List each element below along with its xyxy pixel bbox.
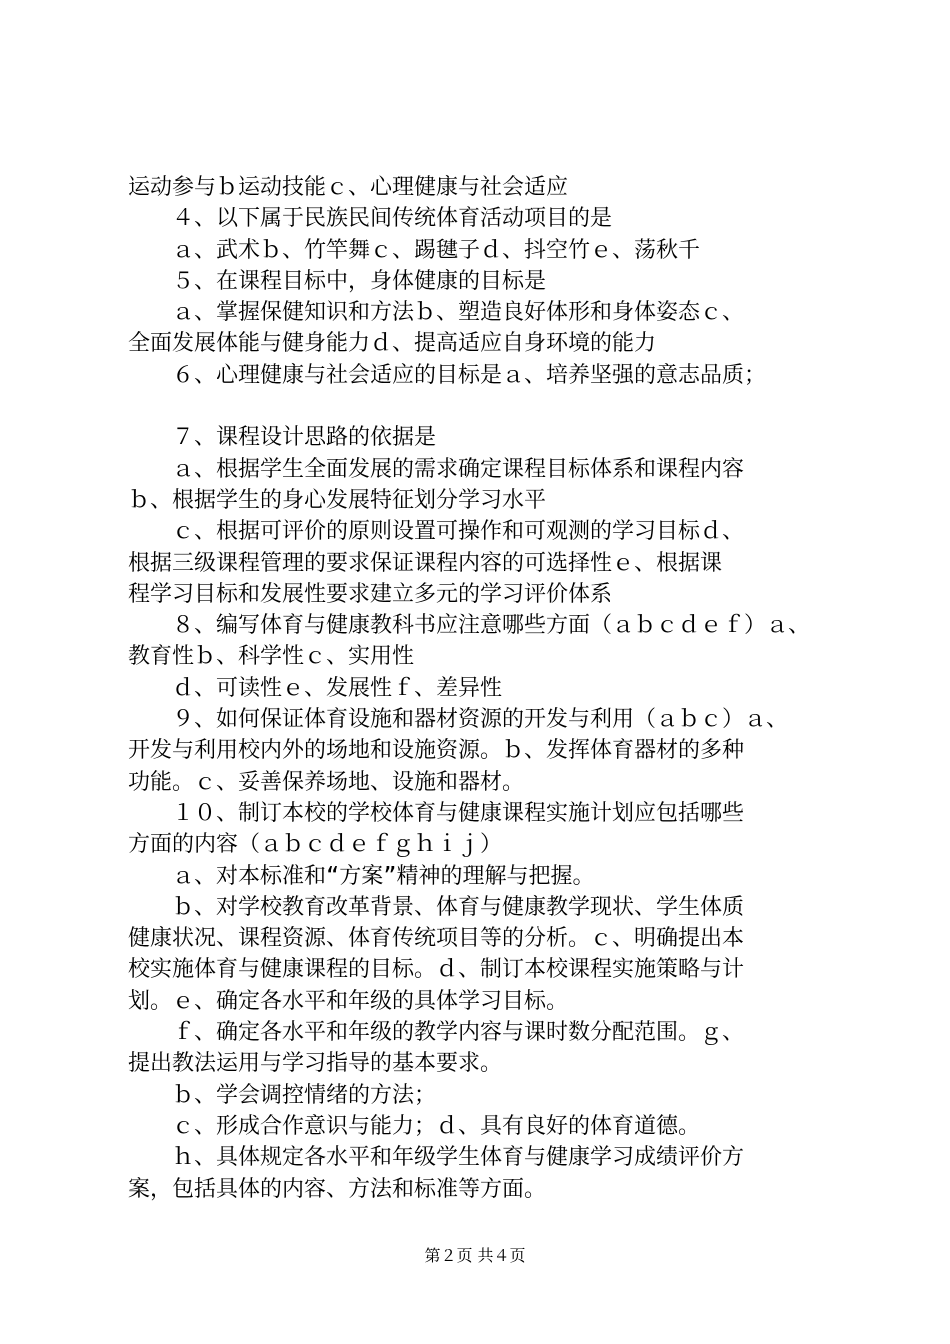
- text-line: ６、心理健康与社会适应的目标是ａ、培养坚强的意志品质；: [128, 362, 767, 388]
- text-line: ｈ、具体规定各水平和年级学生体育与健康学习成绩评价方: [128, 1145, 745, 1171]
- text-line: 校实施体育与健康课程的目标。ｄ、制订本校课程实施策略与计: [128, 957, 745, 983]
- text-line: 划。ｅ、确定各水平和年级的具体学习目标。: [128, 988, 569, 1014]
- text-line: ４、以下属于民族民间传统体育活动项目的是: [128, 206, 613, 232]
- text-line: ９、如何保证体育设施和器材资源的开发与利用（ａｂｃ）ａ、: [128, 707, 789, 733]
- document-body: [128, 172, 828, 1205]
- text-line: 功能。ｃ、妥善保养场地、设施和器材。: [128, 769, 525, 795]
- text-line: 案，包括具体的内容、方法和标准等方面。: [128, 1176, 547, 1202]
- text-line: ｂ、根据学生的身心发展特征划分学习水平: [128, 487, 547, 513]
- page-number-footer: 第２页 共４页: [424, 1246, 526, 1265]
- text-line: ｆ、确定各水平和年级的教学内容与课时数分配范围。ｇ、: [128, 1020, 745, 1046]
- text-line: 程学习目标和发展性要求建立多元的学习评价体系: [128, 581, 613, 607]
- text-line: ｂ、学会调控情绪的方法；: [128, 1082, 437, 1108]
- text-line: 开发与利用校内外的场地和设施资源。ｂ、发挥体育器材的多种: [128, 738, 745, 764]
- text-line: 方面的内容（ａｂｃｄｅｆｇｈｉｊ）: [128, 832, 503, 858]
- text-line: ａ、武术ｂ、竹竿舞ｃ、踢毽子ｄ、抖空竹ｅ、荡秋千: [128, 237, 701, 263]
- text-line: ５、在课程目标中，身体健康的目标是: [128, 268, 547, 294]
- text-line: ｂ、对学校教育改革背景、体育与健康教学现状、学生体质: [128, 894, 745, 920]
- text-line: 健康状况、课程资源、体育传统项目等的分析。ｃ、明确提出本: [128, 926, 745, 952]
- text-line: 运动参与ｂ运动技能ｃ、心理健康与社会适应: [128, 175, 569, 200]
- text-line: ａ、掌握保健知识和方法ｂ、塑造良好体形和身体姿态ｃ、: [128, 300, 745, 326]
- text-line: 教育性ｂ、科学性ｃ、实用性: [128, 644, 415, 670]
- text-line: ａ、根据学生全面发展的需求确定课程目标体系和课程内容: [128, 456, 745, 482]
- text-line: ｄ、可读性ｅ、发展性ｆ、差异性: [128, 675, 503, 701]
- blank-line: [128, 391, 828, 422]
- text-line: ａ、对本标准和“方案”精神的理解与把握。: [128, 863, 595, 889]
- text-line: ｃ、形成合作意识与能力；ｄ、具有良好的体育道德。: [128, 1113, 701, 1139]
- text-line: ８、编写体育与健康教科书应注意哪些方面（ａｂｃｄｅｆ）ａ、: [128, 613, 811, 639]
- text-line: 全面发展体能与健身能力ｄ、提高适应自身环境的能力: [128, 331, 657, 357]
- text-line: ７、课程设计思路的依据是: [128, 425, 437, 451]
- text-line: １０、制订本校的学校体育与健康课程实施计划应包括哪些: [128, 800, 745, 826]
- text-line: ｃ、根据可评价的原则设置可操作和可观测的学习目标ｄ、: [128, 519, 745, 545]
- text-line: 提出教法运用与学习指导的基本要求。: [128, 1051, 503, 1077]
- text-line: 根据三级课程管理的要求保证课程内容的可选择性ｅ、根据课: [128, 550, 723, 576]
